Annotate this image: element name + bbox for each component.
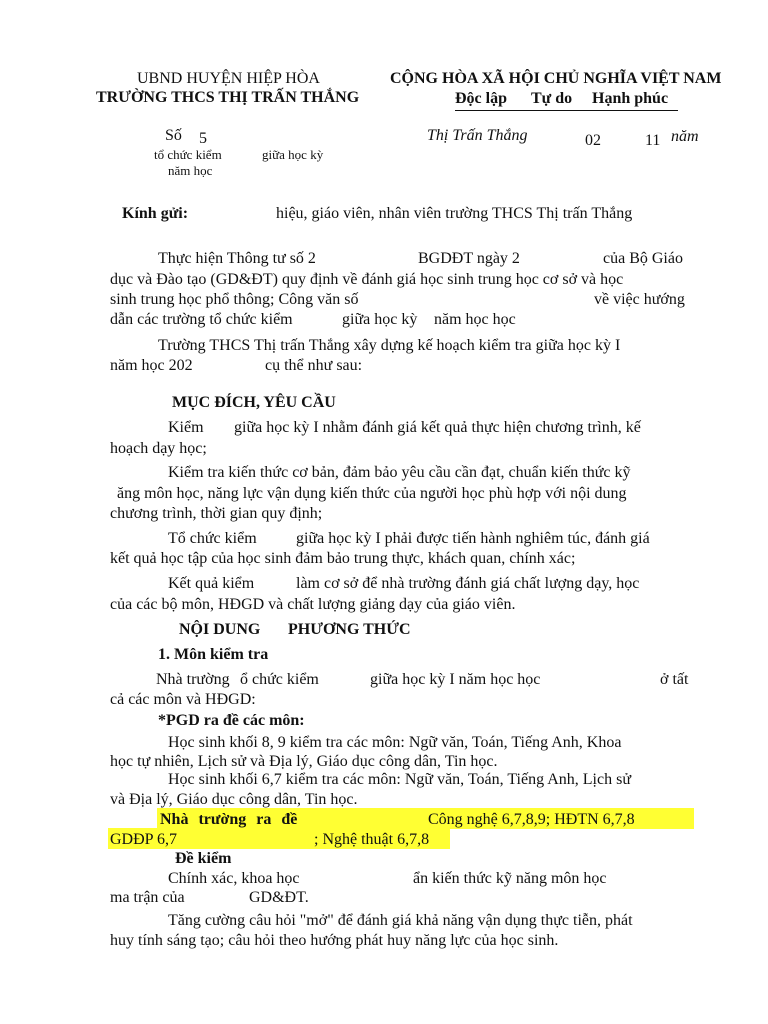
exam-line1-part1: Chính xác, khoa học bbox=[168, 870, 300, 887]
doc-year-label: năm bbox=[671, 128, 699, 145]
intro-line3-part1: sinh trung học phổ thông; Công văn số bbox=[110, 291, 359, 308]
s1-p2-line3: chương trình, thời gian quy định; bbox=[110, 505, 323, 522]
s2-line2: cả các môn và HĐGD: bbox=[110, 691, 256, 708]
s2-line1-part4: ở tất bbox=[660, 671, 689, 688]
s2-line1-part2: ổ chức kiểm bbox=[240, 671, 319, 688]
school-set-subjects-part1: Công nghệ 6,7,8,9; HĐTN 6,7,8 bbox=[428, 811, 635, 828]
intro-line4-part1: dẫn các trường tổ chức kiểm bbox=[110, 311, 293, 328]
intro-line5: Trường THCS Thị trấn Thắng xây dựng kế hoạch kiểm tra giữa học kỳ I bbox=[158, 337, 621, 354]
s1-p3-line2: kết quả học tập của học sinh đảm bảo trung thực, khách quan, chính xác; bbox=[110, 550, 576, 567]
recipient-text: hiệu, giáo viên, nhân viên trường THCS Thị trấn Thắng bbox=[276, 205, 633, 222]
grade67-line2: và Địa lý, Giáo dục công dân, Tin học. bbox=[110, 791, 358, 808]
doc-number-value: 5 bbox=[199, 130, 207, 147]
intro-line6-part2: cụ thể như sau: bbox=[265, 357, 363, 374]
intro-line2: dục và Đào tạo (GD&ĐT) quy định về đánh giá học sinh trung học cơ sở và học bbox=[110, 271, 624, 288]
pgd-subjects-title: *PGD ra đề các môn: bbox=[158, 712, 305, 729]
s1-p3-line1-part1: Tổ chức kiểm bbox=[168, 530, 257, 547]
motto-happiness: Hạnh phúc bbox=[592, 90, 669, 107]
motto-freedom: Tự do bbox=[531, 90, 573, 107]
national-title: CỘNG HÒA XÃ HỘI CHỦ NGHĨA VIỆT NAM bbox=[390, 70, 722, 87]
doc-subject-part1: tổ chức kiểm bbox=[154, 147, 222, 162]
exam-line4: huy tính sáng tạo; câu hỏi theo hướng phát huy năng lực của học sinh. bbox=[110, 932, 559, 949]
doc-subject-part2: giữa học kỳ bbox=[262, 147, 324, 162]
exam-line1-part2: ẩn kiến thức kỹ năng môn học bbox=[413, 870, 607, 887]
s1-p4-line1-part2: làm cơ sở để nhà trường đánh giá chất lượng dạy, học bbox=[296, 575, 640, 592]
doc-day: 02 bbox=[585, 132, 601, 149]
school-name: TRƯỜNG THCS THỊ TRẤN THẮNG bbox=[96, 89, 360, 106]
exam-line2-part2: GD&ĐT. bbox=[249, 889, 309, 906]
school-set-subjects-part2: GDĐP 6,7 bbox=[110, 831, 177, 848]
s1-p2-line1: Kiểm tra kiến thức cơ bản, đảm bảo yêu cầu cần đạt, chuẩn kiến thức kỹ bbox=[168, 464, 631, 481]
doc-place: Thị Trấn Thắng bbox=[427, 127, 528, 144]
s1-p4-line2: của các bộ môn, HĐGD và chất lượng giảng dạy của giáo viên. bbox=[110, 596, 516, 613]
s1-p2-line2: ăng môn học, năng lực vận dụng kiến thức của người học phù hợp với nội dung bbox=[117, 485, 627, 502]
recipient-label: Kính gửi: bbox=[122, 205, 189, 222]
exam-title: Đề kiểm bbox=[175, 850, 232, 867]
intro-line3-part2: về việc hướng bbox=[594, 291, 685, 308]
grade67-line1: Học sinh khối 6,7 kiểm tra các môn: Ngữ văn, Toán, Tiếng Anh, Lịch sử bbox=[168, 771, 631, 788]
intro-line1-part3: của Bộ Giáo bbox=[603, 250, 683, 267]
s1-p4-line1-part1: Kết quả kiểm bbox=[168, 575, 255, 592]
intro-line1-part1: Thực hiện Thông tư số 2 bbox=[158, 250, 316, 267]
grade89-line2: học tự nhiên, Lịch sử và Địa lý, Giáo dục công dân, Tin học. bbox=[110, 753, 498, 770]
intro-line4-part2: giữa học kỳ bbox=[342, 311, 418, 328]
intro-line1-part2: BGDĐT ngày 2 bbox=[418, 250, 520, 267]
section1-title: MỤC ĐÍCH, YÊU CẦU bbox=[172, 394, 336, 411]
school-set-subjects-part3: ; Nghệ thuật 6,7,8 bbox=[314, 831, 430, 848]
doc-subject-part3: năm học bbox=[168, 163, 213, 178]
subsection1-title: 1. Môn kiểm tra bbox=[158, 646, 269, 663]
motto-underline bbox=[455, 110, 678, 111]
s1-p3-line1-part2: giữa học kỳ I phải được tiến hành nghiêm túc, đánh giá bbox=[296, 530, 650, 547]
s1-p1-line1-part1: Kiểm bbox=[168, 419, 204, 436]
intro-line6-part1: năm học 202 bbox=[110, 357, 193, 374]
exam-line3: Tăng cường câu hỏi "mở" để đánh giá khả năng vận dụng thực tiễn, phát bbox=[168, 912, 633, 929]
s2-line1-part1: Nhà trường bbox=[156, 671, 230, 688]
s2-line1-part3: giữa học kỳ I năm học học bbox=[370, 671, 541, 688]
doc-month: 11 bbox=[645, 132, 661, 149]
agency-name: UBND HUYỆN HIỆP HÒA bbox=[137, 70, 320, 87]
section2-title-part2: PHƯƠNG THỨC bbox=[288, 621, 411, 638]
doc-number-label: Số bbox=[165, 127, 182, 144]
s1-p1-line1-part2: giữa học kỳ I nhằm đánh giá kết quả thực hiện chương trình, kế bbox=[234, 419, 641, 436]
intro-line4-part3: năm học học bbox=[434, 311, 516, 328]
section2-title-part1: NỘI DUNG bbox=[179, 621, 261, 638]
exam-line2-part1: ma trận của bbox=[110, 889, 185, 906]
school-set-subjects-label: Nhà trường ra đề bbox=[160, 811, 298, 828]
motto-independence: Độc lập bbox=[455, 90, 507, 107]
grade89-line1: Học sinh khối 8, 9 kiểm tra các môn: Ngữ văn, Toán, Tiếng Anh, Khoa bbox=[168, 734, 622, 751]
s1-p1-line2: hoạch dạy học; bbox=[110, 440, 207, 457]
